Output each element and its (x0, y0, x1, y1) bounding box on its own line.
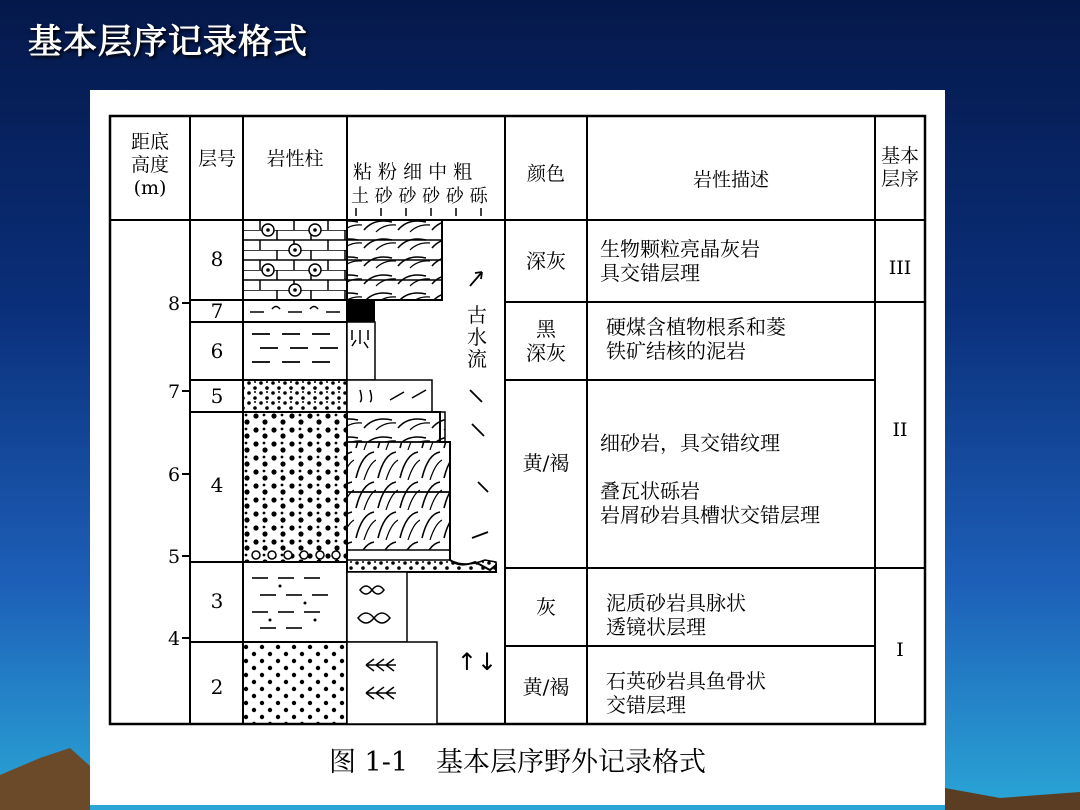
lithology-column-header: 岩性柱 (266, 148, 324, 170)
layer-number-7: 7 (210, 299, 224, 323)
layer-number-2: 2 (210, 675, 224, 699)
height-header-line2: 高度 (130, 154, 170, 176)
sequence-III: III (888, 257, 912, 279)
height-tick-8: 8 (168, 293, 181, 315)
paleocurrent-label-1: 古 (467, 303, 487, 327)
bidirectional-arrow-icon: ↑↓ (456, 648, 498, 676)
description-6-line1: 石英砂岩具鱼骨状 (606, 669, 766, 693)
description-2-line2: 铁矿结核的泥岩 (606, 339, 746, 363)
color-deep-gray-1: 深灰 (526, 249, 566, 273)
description-1-line1: 生物颗粒亮晶灰岩 (600, 237, 760, 261)
description-5-line1: 泥质砂岩具脉状 (606, 591, 746, 615)
color-deep-gray-2: 深灰 (526, 341, 566, 365)
layer-number-3: 3 (210, 589, 224, 613)
height-header-unit: (m) (133, 177, 167, 199)
figure-card (90, 90, 945, 805)
description-6-line2: 交错层理 (606, 693, 686, 717)
layer-number-6: 6 (210, 339, 224, 363)
grain-size-header-bottom: 土 砂 砂 砂 砂 砾 (351, 186, 488, 207)
description-4-line2: 岩屑砂岩具槽状交错层理 (600, 503, 820, 527)
height-tick-4: 4 (168, 628, 181, 650)
paleocurrent-annotation (457, 272, 497, 676)
layer-header: 层号 (197, 148, 237, 170)
description-2-line1: 硬煤含植物根系和菱 (606, 315, 786, 339)
figure-caption (90, 740, 945, 779)
height-header-line1: 距底 (130, 131, 170, 153)
paleocurrent-label-3: 流 (467, 347, 487, 371)
description-4-line1: 叠瓦状砾岩 (600, 479, 700, 503)
sequence-header-line1: 基本 (880, 145, 920, 167)
stratigraphic-log-diagram (90, 90, 945, 730)
description-header: 岩性描述 (692, 169, 770, 191)
color-gray: 灰 (536, 595, 556, 619)
description-5-line2: 透镜状层理 (606, 615, 706, 639)
color-header: 颜色 (526, 163, 566, 185)
layer-number-5: 5 (210, 384, 224, 408)
sequence-I: I (896, 639, 904, 661)
slide-title: 基本层序记录格式 (28, 22, 308, 62)
color-black: 黑 (536, 317, 556, 341)
height-tick-5: 5 (168, 546, 181, 568)
color-yellow-brown-1: 黄/褐 (522, 451, 570, 475)
color-yellow-brown-2: 黄/褐 (522, 675, 570, 699)
height-tick-6: 6 (168, 464, 181, 486)
height-tick-7: 7 (168, 381, 181, 403)
grain-size-header-top: 粘 粉 细 中 粗 (353, 161, 473, 183)
sequence-II: II (892, 419, 908, 441)
layer-number-4: 4 (210, 473, 224, 497)
description-3-line1: 细砂岩，具交错纹理 (600, 431, 780, 455)
table-border (110, 116, 925, 724)
description-1-line2: 具交错层理 (600, 261, 700, 285)
sequence-header-line2: 层序 (880, 168, 920, 190)
layer-number-8: 8 (210, 247, 224, 271)
figure-caption-text: 基本层序野外记录格式 (436, 747, 707, 778)
paleocurrent-label-2: 水 (467, 325, 487, 349)
figure-caption-number: 图 1-1 (328, 747, 409, 778)
